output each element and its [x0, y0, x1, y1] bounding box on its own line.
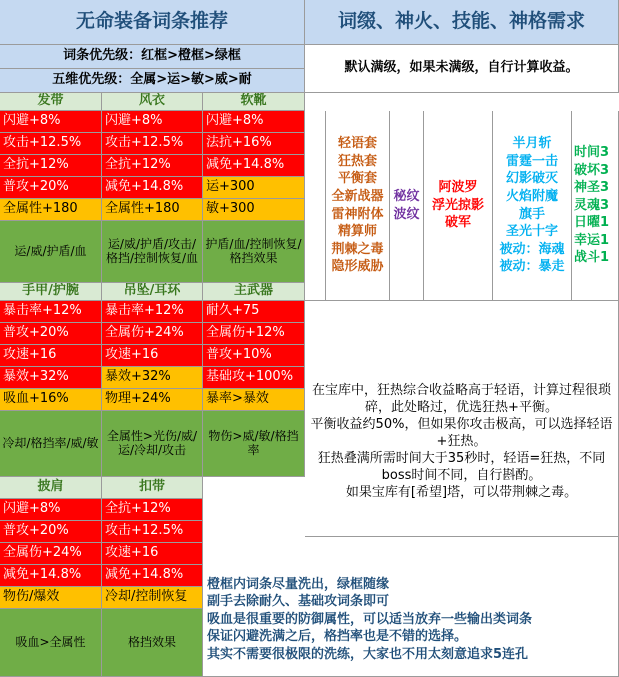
header-headband: 发带 [0, 93, 102, 111]
stat-cell: 物理+24% [102, 389, 203, 411]
optional-stats: 全属性>光伤/威/运/冷却/攻击 [102, 411, 203, 477]
default-level-note: 默认满级，如果未满级，自行计算收益。 [305, 45, 619, 93]
tips [203, 550, 618, 664]
stat-cell: 普攻+20% [0, 177, 102, 199]
skill-item: 幻影破灭 [505, 171, 558, 187]
skill-item: 旗手 [518, 206, 545, 222]
tip-line: 保证闪避洗满之后，格挡率也是不错的选择。 [207, 629, 468, 645]
affix-item: 精算师 [337, 224, 377, 240]
vault-note-line: 平衡收益约50%，但如果你攻击极高，可以选择轻语+狂热。 [310, 417, 613, 450]
optional-stats: 物伤>威/敏/格挡率 [203, 411, 305, 477]
optional-stats: 护盾/血/控制恢复/格挡效果 [203, 221, 305, 283]
stat-cell: 减免+14.8% [0, 565, 102, 587]
spacer [203, 477, 305, 537]
divine-fire-column [390, 111, 424, 301]
stat-cell: 物伤/爆效 [0, 587, 102, 609]
header-pendant: 吊坠/耳环 [102, 283, 203, 301]
stat-cell: 冷却/控制恢复 [102, 587, 203, 609]
stat-cell: 暴率>暴效 [203, 389, 305, 411]
tip-line: 其实不需要很极限的洗练，大家也不用太刻意追求5连孔 [207, 646, 529, 662]
skill-item: 雷霆一击 [505, 153, 558, 169]
stat-cell: 普攻+20% [0, 521, 102, 543]
god-column [424, 111, 493, 301]
affix-priority: 词条优先级：红框>橙框>绿框 [0, 45, 305, 69]
divinity-item: 神圣3 [574, 180, 610, 196]
divinity-item: 战斗1 [574, 250, 610, 266]
skill-item: 火焰附魔 [505, 188, 558, 204]
stat-cell: 全属伤+24% [0, 543, 102, 565]
vault-note-line: 狂热叠满所需时间大于35秒时，轻语=狂热，不同boss时间不同，自行斟酌。 [317, 450, 606, 483]
header-coat: 风衣 [102, 93, 203, 111]
vault-note [305, 335, 618, 501]
stat-cell: 闪避+8% [0, 499, 102, 521]
god-item: 阿波罗 [438, 180, 478, 196]
spacer [305, 93, 619, 111]
stat-cell: 攻击+12.5% [102, 133, 203, 155]
stat-cell: 全属伤+12% [203, 323, 305, 345]
right-title: 词缀、神火、技能、神格需求 [305, 0, 619, 45]
left-title: 无命装备词条推荐 [0, 0, 305, 45]
stat-cell: 暴效+32% [0, 367, 102, 389]
stat-cell: 攻击+12.5% [102, 521, 203, 543]
affix-item: 轻语套 [337, 136, 377, 152]
tip-line: 橙框内词条尽量洗出，绿框随缘 [207, 576, 390, 592]
stat-cell: 全抗+12% [102, 499, 203, 521]
vault-note-line: 如果宝库有[希望]塔，可以带荆棘之毒。 [345, 484, 578, 500]
stat-cell: 吸血+16% [0, 389, 102, 411]
stat-priority: 五维优先级：全属>运>敏>威>耐 [0, 69, 305, 93]
stat-cell: 耐久+75 [203, 301, 305, 323]
stat-cell: 暴效+32% [102, 367, 203, 389]
header-gloves: 手甲/护腕 [0, 283, 102, 301]
tip-line: 吸血是很重要的防御属性，可以适当放弃一些输出类词条 [207, 611, 533, 627]
divinity-item: 灵魂3 [574, 197, 610, 213]
stat-cell: 全抗+12% [0, 155, 102, 177]
stat-cell: 减免+14.8% [102, 565, 203, 587]
affix-item: 隐形威胁 [331, 259, 384, 275]
fire-item: 波纹 [393, 206, 420, 222]
stat-cell: 攻速+16 [0, 345, 102, 367]
optional-stats: 格挡效果 [102, 609, 203, 677]
affix-item: 平衡套 [337, 171, 377, 187]
stat-cell: 攻击+12.5% [0, 133, 102, 155]
affix-item: 全新战器 [331, 188, 384, 204]
stat-cell: 闪避+8% [102, 111, 203, 133]
skill-item: 被动：暴走 [499, 259, 565, 275]
divinity-column [572, 111, 619, 301]
header-belt: 扣带 [102, 477, 203, 499]
vault-note-line: 在宝库中，狂热综合收益略高于轻语，计算过程很琐碎，此处略过，优选狂热+平衡。 [311, 383, 611, 416]
header-main-weapon: 主武器 [203, 283, 305, 301]
stat-cell: 暴击率+12% [102, 301, 203, 323]
affix-item: 雷神附体 [331, 206, 384, 222]
stat-cell: 运+300 [203, 177, 305, 199]
stat-cell: 普攻+10% [203, 345, 305, 367]
header-boots: 软靴 [203, 93, 305, 111]
stat-cell: 全属伤+24% [102, 323, 203, 345]
optional-stats: 运/威/护盾/血 [0, 221, 102, 283]
stat-cell: 暴击率+12% [0, 301, 102, 323]
tips-cell [203, 537, 619, 677]
optional-stats: 冷却/格挡率/威/敏 [0, 411, 102, 477]
affix-column [326, 111, 390, 301]
vault-note-cell [305, 301, 619, 537]
stat-cell: 全抗+12% [102, 155, 203, 177]
skill-item: 半月斩 [512, 136, 552, 152]
stat-cell: 减免+14.8% [102, 177, 203, 199]
divinity-item: 日曜1 [574, 215, 610, 231]
stat-cell: 法抗+16% [203, 133, 305, 155]
affix-item: 狂热套 [337, 153, 377, 169]
god-item: 浮光掠影 [431, 197, 484, 213]
stat-cell: 基础攻+100% [203, 367, 305, 389]
stat-cell: 普攻+20% [0, 323, 102, 345]
optional-stats: 吸血>全属性 [0, 609, 102, 677]
stat-cell: 敏+300 [203, 199, 305, 221]
header-shawl: 披肩 [0, 477, 102, 499]
skill-item: 圣光十字 [505, 224, 558, 240]
stat-cell: 闪避+8% [203, 111, 305, 133]
affix-item: 荆棘之毒 [331, 241, 384, 257]
stat-cell: 闪避+8% [0, 111, 102, 133]
divinity-item: 破坏3 [574, 162, 610, 178]
stat-cell: 攻速+16 [102, 543, 203, 565]
skill-item: 被动：海魂 [499, 241, 565, 257]
skill-column [493, 111, 572, 301]
fire-item: 秘纹 [393, 188, 420, 204]
stat-cell: 全属性+180 [102, 199, 203, 221]
stat-cell: 减免+14.8% [203, 155, 305, 177]
divinity-item: 时间3 [574, 145, 610, 161]
stat-cell: 攻速+16 [102, 345, 203, 367]
tip-line: 副手去除耐久、基础攻词条即可 [207, 594, 390, 610]
blank-column [305, 111, 326, 301]
optional-stats: 运/威/护盾/攻击/格挡/控制恢复/血 [102, 221, 203, 283]
stat-cell: 全属性+180 [0, 199, 102, 221]
god-item: 破军 [444, 215, 471, 231]
divinity-item: 幸运1 [574, 232, 610, 248]
